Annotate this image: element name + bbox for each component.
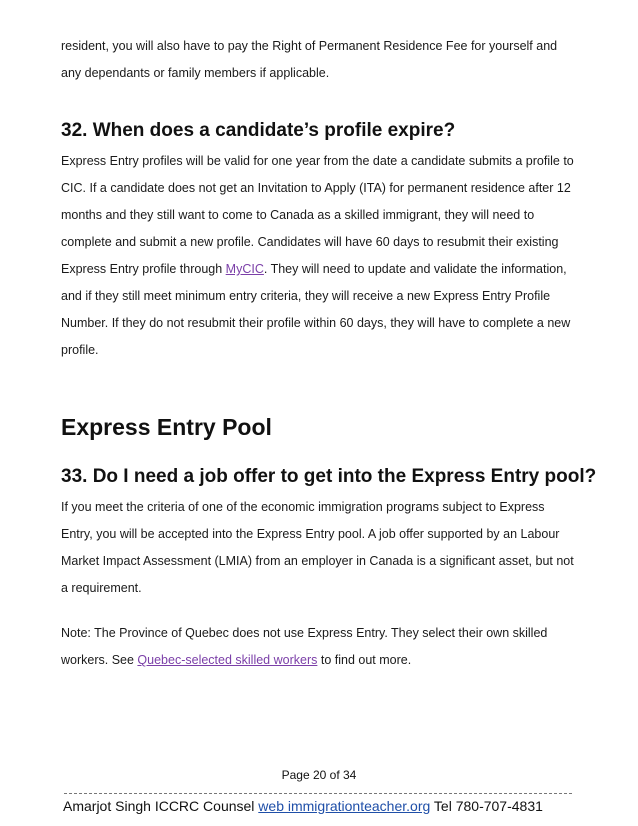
text-line: complete and submit a new profile. Candidates will have 60 days to resubmit their existing bbox=[61, 235, 559, 249]
text-line: Express Entry profiles will be valid for one year from the date a candidate submits a profile to bbox=[61, 154, 574, 168]
text-line bbox=[61, 647, 581, 674]
text-fragment: . They will need to update and validate the information, bbox=[263, 262, 567, 276]
page-number: Page 20 of 34 bbox=[281, 768, 357, 782]
question-32-answer bbox=[61, 148, 581, 364]
text-line: If you meet the criteria of one of the economic immigration programs subject to Express bbox=[61, 500, 545, 514]
question-33-heading: 33. Do I need a job offer to get into the Express Entry pool? bbox=[61, 466, 597, 487]
quebec-skilled-workers-link[interactable]: Quebec-selected skilled workers bbox=[137, 653, 318, 667]
text-line: profile. bbox=[61, 343, 99, 357]
text-line: CIC. If a candidate does not get an Invitation to Apply (ITA) for permanent residence after 12 bbox=[61, 181, 571, 195]
text-line: and if they still meet minimum entry criteria, they will receive a new Express Entry Profile bbox=[61, 289, 551, 303]
intro-paragraph bbox=[61, 33, 581, 87]
text-fragment: workers. See bbox=[61, 653, 138, 667]
text-line: Note: The Province of Quebec does not use Express Entry. They select their own skilled bbox=[61, 626, 548, 640]
footer-author: Amarjot Singh ICCRC Counsel bbox=[63, 798, 259, 814]
text-line: resident, you will also have to pay the Right of Permanent Residence Fee for yourself and bbox=[61, 39, 558, 53]
website-link[interactable]: web immigrationteacher.org bbox=[258, 798, 431, 814]
question-32-heading: 32. When does a candidate’s profile expire? bbox=[61, 120, 456, 141]
text-line: Entry, you will be accepted into the Express Entry pool. A job offer supported by an Labour bbox=[61, 527, 560, 541]
text-line: any dependants or family members if applicable. bbox=[61, 66, 330, 80]
text-line: months and they still want to come to Canada as a skilled immigrant, they will need to bbox=[61, 208, 535, 222]
footer-phone: Tel 780-707-4831 bbox=[430, 798, 543, 814]
question-33-answer bbox=[61, 494, 581, 602]
text-fragment: Express Entry profile through bbox=[61, 262, 226, 276]
text-line bbox=[61, 256, 581, 283]
footer-divider bbox=[64, 793, 572, 794]
section-heading: Express Entry Pool bbox=[61, 414, 272, 440]
text-line: Number. If they do not resubmit their profile within 60 days, they will have to complete a new bbox=[61, 316, 571, 330]
footer-contact bbox=[63, 798, 543, 814]
mycic-link[interactable]: MyCIC bbox=[225, 262, 264, 276]
quebec-note bbox=[61, 620, 581, 674]
text-line: Market Impact Assessment (LMIA) from an employer in Canada is a significant asset, but not bbox=[61, 554, 574, 568]
text-fragment: to find out more. bbox=[317, 653, 412, 667]
text-line: a requirement. bbox=[61, 581, 142, 595]
